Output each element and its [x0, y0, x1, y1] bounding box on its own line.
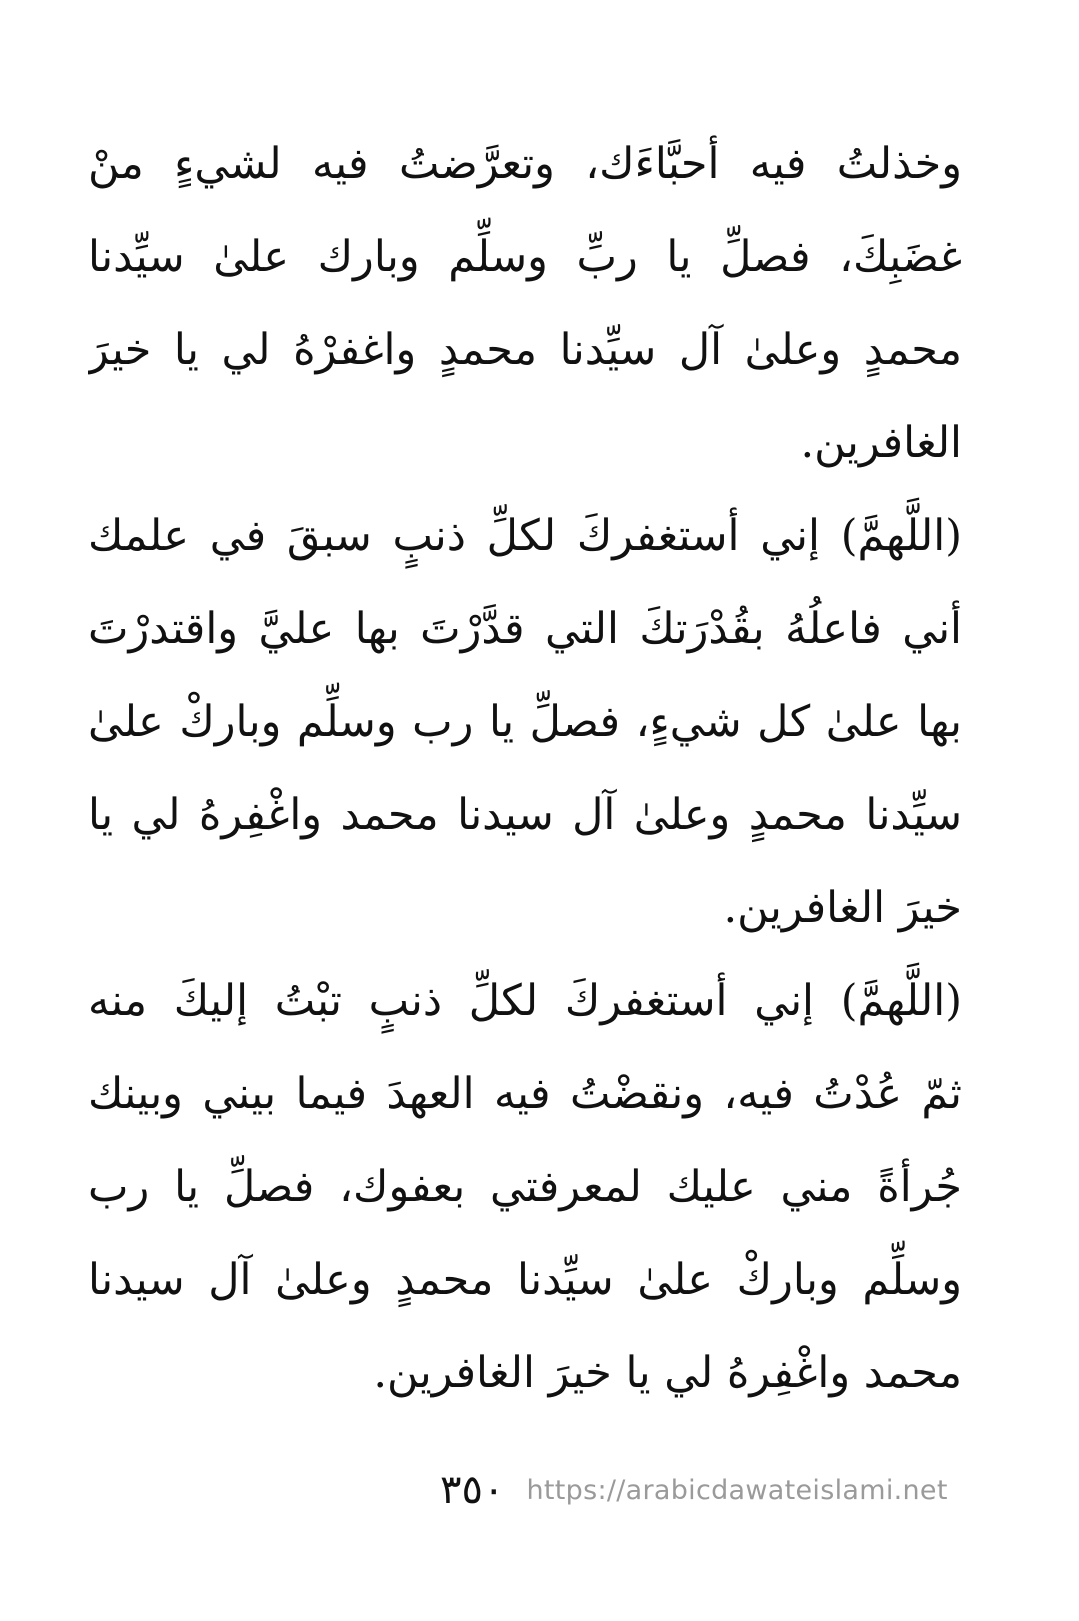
page-number: ٣٥٠ [440, 1467, 505, 1513]
text-line-14: محمد واغْفِرهُ لي يا خيرَ الغافرين. [373, 1348, 962, 1398]
text-line-4: الغافرين. [800, 418, 962, 468]
text-line-2: غضَبِكَ، فصلِّ يا ربِّ وسلِّم وبارك علىٰ سيِّدنا [88, 232, 962, 282]
text-line-8: سيِّدنا محمدٍ وعلىٰ آل سيدنا محمد واغْفِرهُ لي يا [88, 790, 962, 840]
text-line-3: محمدٍ وعلىٰ آل سيِّدنا محمدٍ واغفرْهُ لي يا خيرَ [88, 325, 962, 375]
text-line-11: ثمّ عُدْتُ فيه، ونقضْتُ فيه العهدَ فيما بيني وبينك [88, 1069, 962, 1119]
site-url-watermark: https://arabicdawateislami.net [526, 1474, 948, 1506]
text-line-12: جُرأةً مني عليك لمعرفتي بعفوك، فصلِّ يا رب [88, 1162, 962, 1212]
text-line-13: وسلِّم وباركْ علىٰ سيِّدنا محمدٍ وعلىٰ آل سيدنا [88, 1255, 962, 1305]
page-text-block [88, 118, 962, 1420]
text-line-6: أني فاعلُهُ بقُدْرَتكَ التي قدَّرْتَ بها عليَّ واقتدرْتَ [88, 604, 962, 654]
text-line-7: بها علىٰ كل شيءٍ، فصلِّ يا رب وسلِّم وباركْ علىٰ [88, 697, 962, 747]
text-line-10: (اللَّهمَّ) إني أستغفركَ لكلِّ ذنبٍ تبْتُ إليكَ منه [88, 976, 962, 1026]
text-line-9: خيرَ الغافرين. [723, 883, 962, 933]
page-footer [440, 1462, 1000, 1518]
text-line-1: وخذلتُ فيه أحبَّاءَك، وتعرَّضتُ فيه لشيءٍ منْ [88, 139, 962, 189]
text-line-5: (اللَّهمَّ) إني أستغفركَ لكلِّ ذنبٍ سبقَ في علمك [88, 511, 962, 561]
